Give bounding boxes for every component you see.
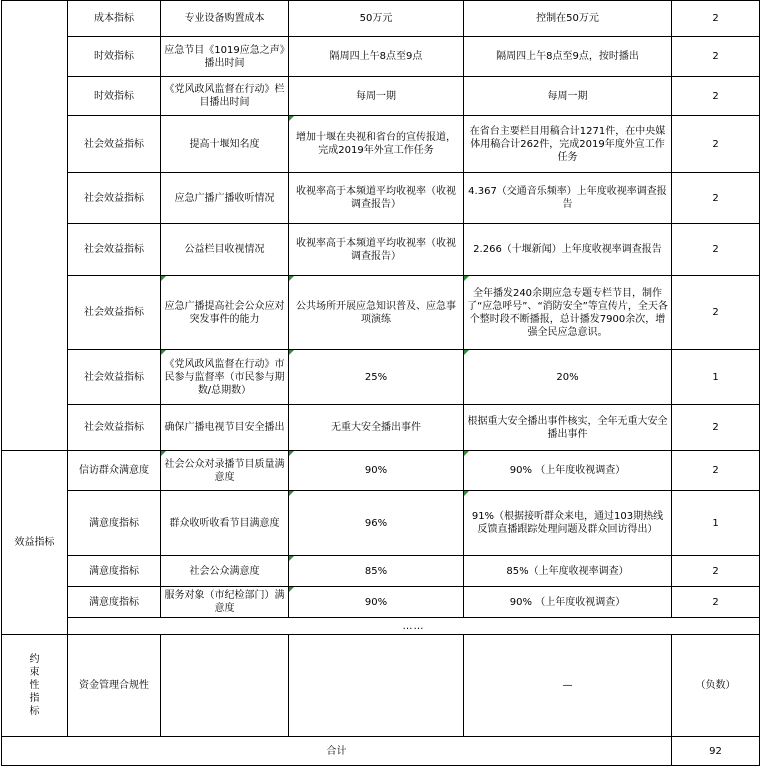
level3-cell: 《党风政风监督在行动》栏目播出时间 <box>161 77 289 116</box>
table-row <box>2 276 760 350</box>
constraint-level2-cell: 资金管理合规性 <box>68 635 161 737</box>
target-cell: 收视率高于本频道平均收视率（收视调查报告） <box>289 224 464 276</box>
level2-cell: 满意度指标 <box>68 587 161 618</box>
score-cell: 2 <box>672 173 760 224</box>
level3-cell: 《党风政风监督在行动》市民参与监督率（市民参与期数/总期数） <box>161 350 289 405</box>
table-row <box>2 350 760 405</box>
level3-cell: 应急广播提高社会公众应对突发事件的能力 <box>161 276 289 350</box>
score-cell: 2 <box>672 1 760 37</box>
level2-cell: 成本指标 <box>68 1 161 37</box>
score-cell: 2 <box>672 37 760 77</box>
level3-cell: 提高十堰知名度 <box>161 116 289 173</box>
constraint-level1-label: 约束性指标 <box>29 654 40 717</box>
level3-cell: 群众收听收看节目满意度 <box>161 491 289 556</box>
actual-cell: 91%（根据接听群众来电，通过103期热线反馈直播跟踪处理问题及群众回访得出） <box>464 491 672 556</box>
constraint-row <box>2 635 760 737</box>
level2-cell: 社会效益指标 <box>68 350 161 405</box>
level3-cell: 社会公众满意度 <box>161 556 289 587</box>
table-row <box>2 587 760 618</box>
score-cell: 2 <box>672 556 760 587</box>
actual-cell: 90% （上年度收视调查） <box>464 587 672 618</box>
ellipsis-row <box>2 618 760 635</box>
target-cell: 25% <box>289 350 464 405</box>
target-cell: 90% <box>289 451 464 491</box>
level2-cell: 社会效益指标 <box>68 224 161 276</box>
performance-table <box>1 0 760 766</box>
table-row <box>2 556 760 587</box>
actual-cell: 根据重大安全播出事件核实，全年无重大安全播出事件 <box>464 405 672 451</box>
level1-cell-effect: 效益指标 <box>2 451 68 635</box>
target-cell: 增加十堰在央视和省台的宣传报道，完成2019年外宣工作任务 <box>289 116 464 173</box>
target-cell: 每周一期 <box>289 77 464 116</box>
target-cell: 隔周四上午8点至9点 <box>289 37 464 77</box>
table-row <box>2 173 760 224</box>
actual-cell: 每周一期 <box>464 77 672 116</box>
target-cell: 50万元 <box>289 1 464 37</box>
table-row <box>2 116 760 173</box>
constraint-level3-cell <box>161 635 289 737</box>
total-label-cell: 合计 <box>2 737 672 766</box>
actual-cell: 20% <box>464 350 672 405</box>
level2-cell: 信访群众满意度 <box>68 451 161 491</box>
level2-cell: 时效指标 <box>68 37 161 77</box>
table-row <box>2 491 760 556</box>
level3-cell: 应急节目《1019应急之声》播出时间 <box>161 37 289 77</box>
actual-cell: 控制在50万元 <box>464 1 672 37</box>
table-row <box>2 224 760 276</box>
actual-cell: 90% （上年度收视调查） <box>464 451 672 491</box>
constraint-score-cell: （负数） <box>672 635 760 737</box>
actual-cell: 隔周四上午8点至9点，按时播出 <box>464 37 672 77</box>
actual-cell: 85%（上年度收视率调查） <box>464 556 672 587</box>
total-score-cell: 92 <box>672 737 760 766</box>
score-cell: 2 <box>672 276 760 350</box>
total-row <box>2 737 760 766</box>
constraint-actual-cell: — <box>464 635 672 737</box>
score-cell: 1 <box>672 491 760 556</box>
level2-cell: 时效指标 <box>68 77 161 116</box>
score-cell: 2 <box>672 451 760 491</box>
score-cell: 1 <box>672 350 760 405</box>
level3-cell: 服务对象（市纪检部门）满意度 <box>161 587 289 618</box>
score-cell: 2 <box>672 587 760 618</box>
level2-cell: 满意度指标 <box>68 491 161 556</box>
ellipsis-cell: …… <box>68 618 760 635</box>
table-row <box>2 1 760 37</box>
target-cell: 公共场所开展应急知识普及、应急事项演练 <box>289 276 464 350</box>
level3-cell: 确保广播电视节目安全播出 <box>161 405 289 451</box>
constraint-level1-cell <box>2 635 68 737</box>
target-cell: 85% <box>289 556 464 587</box>
target-cell: 96% <box>289 491 464 556</box>
level2-cell: 社会效益指标 <box>68 276 161 350</box>
score-cell: 2 <box>672 77 760 116</box>
score-cell: 2 <box>672 116 760 173</box>
score-cell: 2 <box>672 224 760 276</box>
level3-cell: 公益栏目收视情况 <box>161 224 289 276</box>
target-cell: 无重大安全播出事件 <box>289 405 464 451</box>
level2-cell: 满意度指标 <box>68 556 161 587</box>
actual-cell: 在省台主要栏目用稿合计1271件，在中央媒体用稿合计262件，完成2019年度外宣工作任务 <box>464 116 672 173</box>
level1-cell-upper <box>2 1 68 451</box>
target-cell: 90% <box>289 587 464 618</box>
actual-cell: 4.367（交通音乐频率）上年度收视率调查报告 <box>464 173 672 224</box>
target-cell: 收视率高于本频道平均收视率（收视调查报告） <box>289 173 464 224</box>
table-row <box>2 77 760 116</box>
level3-cell: 应急广播广播收听情况 <box>161 173 289 224</box>
actual-cell: 全年播发240余期应急专题专栏节目，制作了“应急呼号”、“消防安全”等宣传片，全天各个整时段不断播报，总计播发7900余次，增强全民应急意识。 <box>464 276 672 350</box>
level3-cell: 社会公众对录播节目质量满意度 <box>161 451 289 491</box>
table-row <box>2 451 760 491</box>
level2-cell: 社会效益指标 <box>68 405 161 451</box>
table-row <box>2 37 760 77</box>
table-row <box>2 405 760 451</box>
actual-cell: 2.266（十堰新闻）上年度收视率调查报告 <box>464 224 672 276</box>
level2-cell: 社会效益指标 <box>68 116 161 173</box>
level3-cell: 专业设备购置成本 <box>161 1 289 37</box>
level2-cell: 社会效益指标 <box>68 173 161 224</box>
score-cell: 2 <box>672 405 760 451</box>
constraint-target-cell <box>289 635 464 737</box>
